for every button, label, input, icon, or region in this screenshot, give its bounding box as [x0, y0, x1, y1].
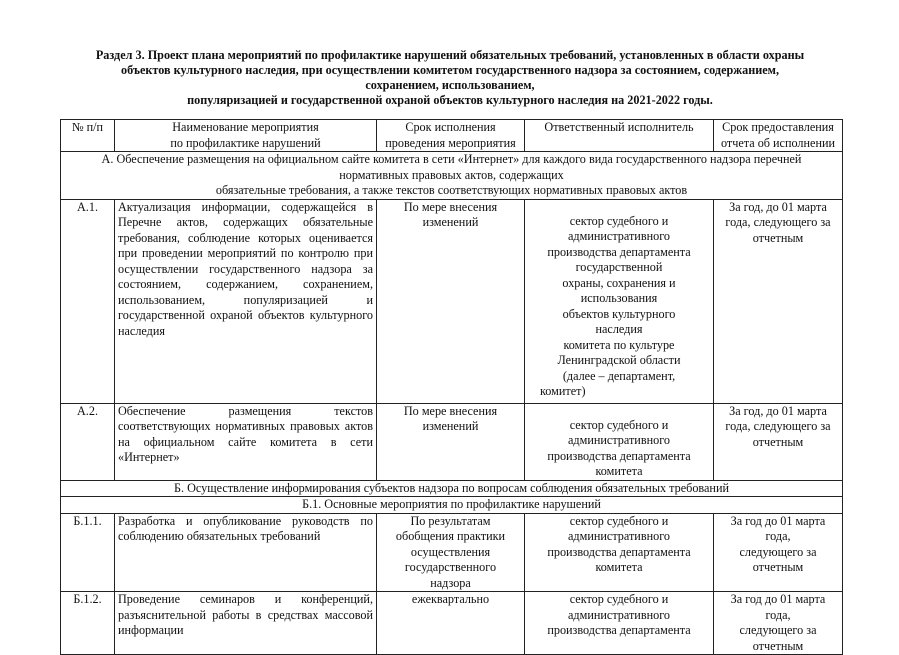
row-report: За год, до 01 марта года, следующего за отчетным: [714, 199, 843, 403]
row-term: По результатам обобщения практики осуществления государственного надзора: [377, 513, 525, 592]
section-b1-row: [61, 497, 843, 514]
section-b1-heading: Б.1. Основные мероприятия по профилактике нарушений: [61, 497, 843, 514]
title-line: сохранением, использованием,: [365, 78, 535, 92]
row-num: Б.1.2.: [61, 592, 115, 655]
measures-table: [60, 119, 843, 655]
table-header-row: [61, 120, 843, 152]
row-responsible: сектор судебного и административного производства департамента комитета: [525, 513, 714, 592]
header-name: Наименование мероприятия по профилактике нарушений: [115, 120, 377, 152]
header-term: Срок исполнения проведения мероприятия: [377, 120, 525, 152]
table-row: [61, 403, 843, 480]
row-num: А.2.: [61, 403, 115, 480]
table-row: [61, 199, 843, 403]
header-report: Срок предоставления отчета об исполнении: [714, 120, 843, 152]
title-line: популяризацией и государственной охраной объектов культурного наследия на 2021-2022 годы.: [187, 93, 713, 107]
row-num: Б.1.1.: [61, 513, 115, 592]
table-row: [61, 592, 843, 655]
row-name: Актуализация информации, содержащейся в Перечне актов, содержащих обязательные требования, соблюдение которых оценивается при проведении мероприятий по контролю при осуществлении государственного надзора за состоянием, содержанием, сохранением, использованием, популяризацией и государственной охраной объектов культурного наследия: [115, 199, 377, 403]
title-line: объектов культурного наследия, при осуществлении комитетом государственного надзора за состоянием, содержанием,: [120, 63, 780, 77]
table-row: [61, 513, 843, 592]
row-responsible: сектор судебного и административного производства департамента: [525, 592, 714, 655]
section-a-heading: А. Обеспечение размещения на официальном сайте комитета в сети «Интернет» для каждого вида государственного надзора перечней нормативных правовых актов, содержащих обязательные требования, а также текстов соответствующих нормативных правовых актов: [61, 152, 843, 200]
row-report: За год, до 01 марта года, следующего за отчетным: [714, 403, 843, 480]
row-term: ежеквартально: [377, 592, 525, 655]
row-name: Разработка и опубликование руководств по соблюдению обязательных требований: [115, 513, 377, 592]
document-title: [60, 48, 840, 108]
row-name: Обеспечение размещения текстов соответствующих нормативных правовых актов на официальном сайте комитета в сети «Интернет»: [115, 403, 377, 480]
row-report: За год до 01 марта года, следующего за отчетным: [714, 592, 843, 655]
section-b-row: [61, 480, 843, 497]
title-line: Раздел 3. Проект плана мероприятий по профилактике нарушений обязательных требований, установленных в области охраны: [95, 48, 805, 62]
row-responsible: сектор судебного и административного производства департамента комитета: [525, 403, 714, 480]
row-name: Проведение семинаров и конференций, разъяснительной работы в средствах массовой информации: [115, 592, 377, 655]
row-num: А.1.: [61, 199, 115, 403]
row-term: По мере внесения изменений: [377, 199, 525, 403]
header-responsible: Ответственный исполнитель: [525, 120, 714, 152]
section-a-row: [61, 152, 843, 200]
row-term: По мере внесения изменений: [377, 403, 525, 480]
header-num: № п/п: [61, 120, 115, 152]
section-b-heading: Б. Осуществление информирования субъектов надзора по вопросам соблюдения обязательных требований: [61, 480, 843, 497]
row-report: За год до 01 марта года, следующего за отчетным: [714, 513, 843, 592]
row-responsible: сектор судебного и административного производства департамента государственной охраны, сохранения и использования объектов культурного наследия комитета по культуре Ленинградской области (далее – департамент, комитет): [525, 199, 714, 403]
